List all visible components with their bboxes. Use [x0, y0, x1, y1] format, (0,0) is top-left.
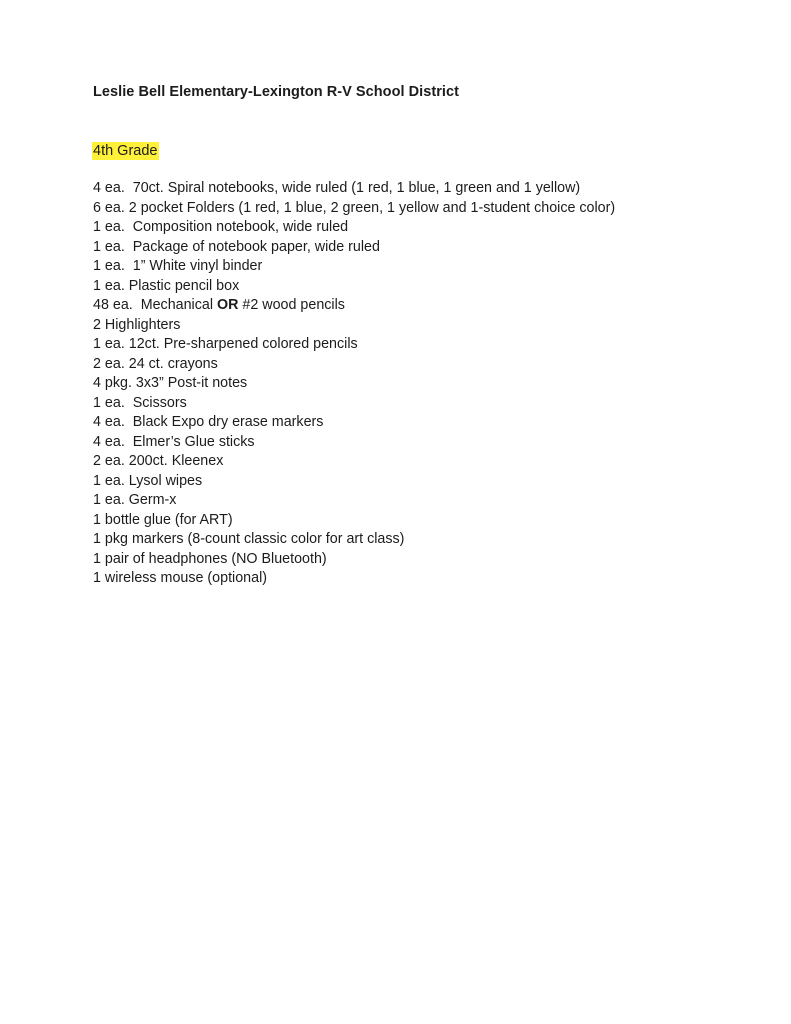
- supply-item: 1 ea. Plastic pencil box: [93, 277, 240, 294]
- supply-list: [93, 179, 615, 589]
- supply-item: 4 pkg. 3x3” Post-it notes: [93, 375, 248, 391]
- supply-item: 1 wireless mouse (optional): [93, 570, 268, 586]
- supply-item: 6 ea. 2 pocket Folders (1 red, 1 blue, 2 green, 1 yellow and 1-student choice color): [93, 199, 616, 216]
- grade-heading-highlight: 4th Grade: [93, 143, 158, 159]
- supply-item: 1 ea. 12ct. Pre-sharpened colored pencils: [93, 336, 358, 352]
- supply-item: 1 pkg markers (8-count classic color for art class): [93, 531, 405, 547]
- supply-item: 1 bottle glue (for ART): [93, 511, 233, 528]
- supply-item: 2 Highlighters: [93, 316, 181, 333]
- pencils-suffix: #2 wood pencils: [238, 297, 345, 313]
- supply-item: 1 ea. Composition notebook, wide ruled: [93, 219, 349, 235]
- supply-item: 1 ea. Scissors: [93, 394, 187, 411]
- supply-item: 1 ea. Lysol wipes: [93, 472, 203, 489]
- pencils-prefix: 48 ea. Mechanical: [93, 297, 217, 313]
- supply-item: 1 ea. Package of notebook paper, wide ruled: [93, 238, 380, 255]
- document-title: Leslie Bell Elementary-Lexington R-V School District: [93, 84, 459, 100]
- supply-item-pencils: [93, 296, 615, 316]
- supply-item: 1 pair of headphones (NO Bluetooth): [93, 550, 327, 567]
- supply-item: 1 ea. 1” White vinyl binder: [93, 258, 263, 274]
- supply-item: 1 ea. Germ-x: [93, 492, 177, 508]
- grade-heading: [92, 143, 159, 159]
- supply-item: 4 ea. Elmer’s Glue sticks: [93, 433, 255, 450]
- supply-item: 2 ea. 24 ct. crayons: [93, 355, 218, 372]
- pencils-emphasis: OR: [216, 297, 239, 313]
- supply-item: 4 ea. Black Expo dry erase markers: [93, 414, 324, 430]
- supply-item: 2 ea. 200ct. Kleenex: [93, 453, 224, 469]
- supply-item: 4 ea. 70ct. Spiral notebooks, wide ruled (1 red, 1 blue, 1 green and 1 yellow): [93, 180, 581, 196]
